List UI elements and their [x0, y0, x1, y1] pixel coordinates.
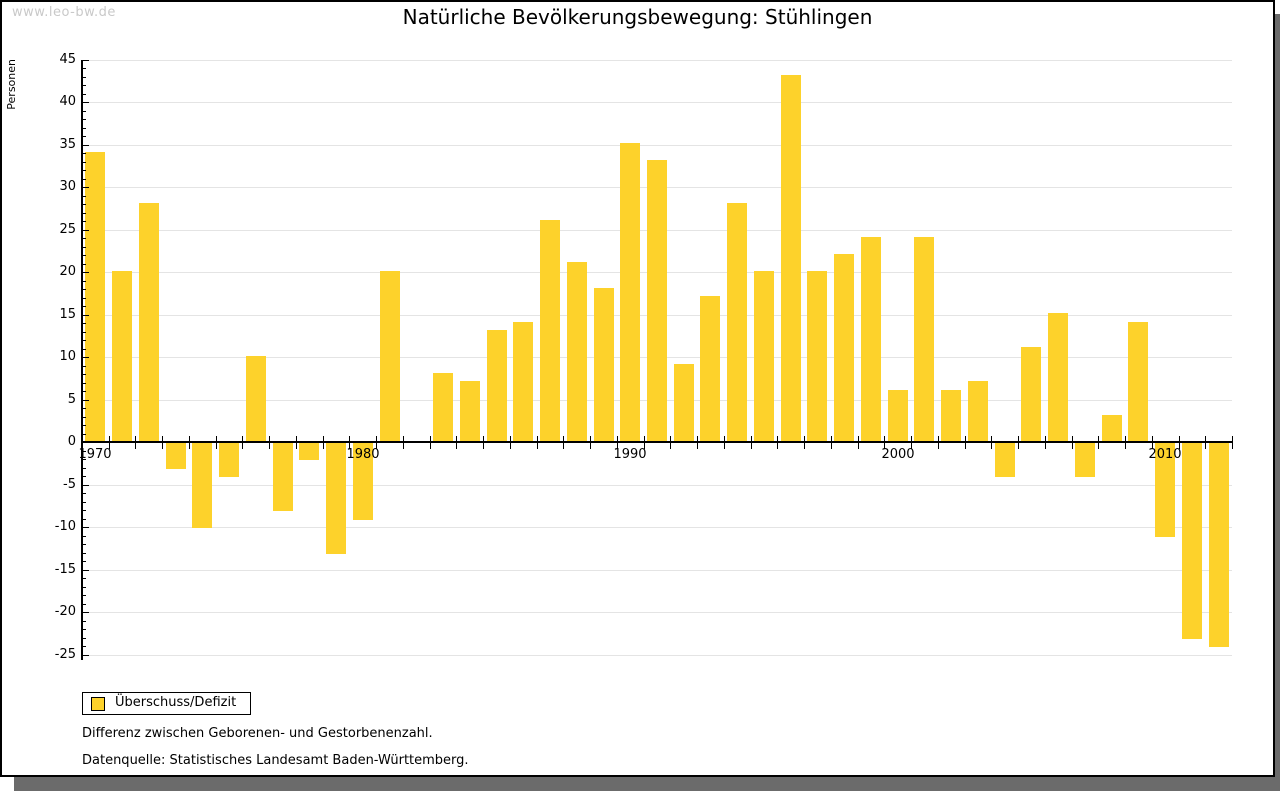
x-tick-42 — [1205, 436, 1206, 449]
x-tick-5 — [216, 436, 217, 449]
bar-2005 — [1021, 347, 1041, 441]
gridline--25 — [82, 655, 1232, 656]
x-tick-label-1980: 1980 — [346, 447, 380, 462]
bar-1973 — [166, 443, 186, 469]
y-tick-38 — [82, 119, 86, 120]
y-tick-21 — [82, 264, 86, 265]
y-tick--20 — [82, 612, 89, 613]
x-tick-37 — [1072, 436, 1073, 449]
y-tick-label-30: 30 — [59, 179, 76, 194]
y-tick-7 — [82, 383, 86, 384]
y-tick-label-15: 15 — [59, 307, 76, 322]
bar-2006 — [1048, 313, 1068, 441]
y-tick-44 — [82, 68, 86, 69]
bar-1970 — [85, 152, 105, 441]
x-tick-19 — [590, 436, 591, 449]
x-tick-15 — [483, 436, 484, 449]
y-tick-31 — [82, 179, 86, 180]
legend — [82, 692, 251, 715]
y-tick-11 — [82, 349, 86, 350]
x-tick-25 — [751, 436, 752, 449]
x-tick-23 — [697, 436, 698, 449]
x-tick-label-2010: 2010 — [1148, 447, 1182, 462]
y-tick-34 — [82, 153, 86, 154]
y-tick-23 — [82, 247, 86, 248]
x-tick-28 — [831, 436, 832, 449]
y-tick-4 — [82, 408, 86, 409]
y-tick--21 — [82, 621, 86, 622]
x-tick-22 — [670, 436, 671, 449]
y-tick-35 — [82, 145, 89, 146]
bar-1997 — [807, 271, 827, 441]
y-tick-label-40: 40 — [59, 94, 76, 109]
bar-1975 — [219, 443, 239, 477]
bar-1989 — [594, 288, 614, 441]
y-tick--12 — [82, 544, 86, 545]
y-tick-label-5: 5 — [67, 392, 76, 407]
x-tick-38 — [1098, 436, 1099, 449]
y-tick-12 — [82, 340, 86, 341]
y-tick-label--25: -25 — [54, 647, 76, 662]
y-tick-5 — [82, 400, 89, 401]
x-tick-24 — [724, 436, 725, 449]
bar-1993 — [700, 296, 720, 441]
y-tick-9 — [82, 366, 86, 367]
x-tick-7 — [269, 436, 270, 449]
y-tick-16 — [82, 306, 86, 307]
x-tick-9 — [323, 436, 324, 449]
y-tick--13 — [82, 553, 86, 554]
y-tick-1 — [82, 434, 86, 435]
y-tick--22 — [82, 629, 86, 630]
y-tick-15 — [82, 315, 89, 316]
bar-1986 — [513, 322, 533, 441]
chart-title: Natürliche Bevölkerungsbewegung: Stühlingen — [402, 5, 873, 29]
x-tick-4 — [189, 436, 190, 449]
y-tick--25 — [82, 655, 89, 656]
y-tick-39 — [82, 111, 86, 112]
y-tick-label-20: 20 — [59, 264, 76, 279]
x-tick-18 — [563, 436, 564, 449]
y-tick-14 — [82, 323, 86, 324]
gridline-35 — [82, 145, 1232, 146]
y-tick--5 — [82, 485, 89, 486]
y-tick-19 — [82, 281, 86, 282]
y-tick--23 — [82, 638, 86, 639]
x-tick-label-2000: 2000 — [881, 447, 915, 462]
y-tick--6 — [82, 493, 86, 494]
y-tick-13 — [82, 332, 86, 333]
bar-1984 — [460, 381, 480, 441]
y-tick-30 — [82, 187, 89, 188]
y-tick-label-35: 35 — [59, 137, 76, 152]
y-tick-32 — [82, 170, 86, 171]
bar-1988 — [567, 262, 587, 441]
y-tick--8 — [82, 510, 86, 511]
x-tick-6 — [242, 436, 243, 449]
x-tick-27 — [804, 436, 805, 449]
bar-1999 — [861, 237, 881, 441]
x-axis-zero-line — [82, 441, 1232, 443]
y-tick-43 — [82, 77, 86, 78]
bar-1995 — [754, 271, 774, 441]
bar-1996 — [781, 75, 801, 441]
y-axis-title: Personen — [5, 59, 18, 110]
x-tick-33 — [965, 436, 966, 449]
y-tick-40 — [82, 102, 89, 103]
y-tick-28 — [82, 204, 86, 205]
bar-2011 — [1182, 443, 1202, 639]
bar-1991 — [647, 160, 667, 441]
chart-description: Differenz zwischen Geborenen- und Gestorbenenzahl. — [82, 726, 433, 741]
legend-swatch-icon — [91, 697, 105, 711]
x-tick-26 — [777, 436, 778, 449]
x-tick-3 — [162, 436, 163, 449]
gridline--5 — [82, 485, 1232, 486]
bar-1994 — [727, 203, 747, 441]
gridline--15 — [82, 570, 1232, 571]
site-watermark: www.leo-bw.de — [12, 5, 116, 20]
y-tick-45 — [82, 60, 89, 61]
y-tick-18 — [82, 289, 86, 290]
bar-1976 — [246, 356, 266, 441]
x-tick-34 — [991, 436, 992, 449]
y-tick-20 — [82, 272, 89, 273]
y-tick-17 — [82, 298, 86, 299]
y-tick-33 — [82, 162, 86, 163]
x-tick-32 — [938, 436, 939, 449]
y-tick-8 — [82, 374, 86, 375]
y-tick-6 — [82, 391, 86, 392]
y-tick--17 — [82, 587, 86, 588]
bar-2003 — [968, 381, 988, 441]
y-tick-label--15: -15 — [54, 562, 76, 577]
y-tick-42 — [82, 85, 86, 86]
bar-1978 — [299, 443, 319, 460]
bar-2001 — [914, 237, 934, 441]
y-tick-label--20: -20 — [54, 604, 76, 619]
x-tick-43 — [1232, 436, 1233, 449]
x-tick-label-1990: 1990 — [613, 447, 647, 462]
bar-chart-plot — [2, 2, 1273, 775]
bar-1992 — [674, 364, 694, 441]
legend-label: Überschuss/Defizit — [115, 695, 237, 710]
x-tick-label-1970: 1970 — [78, 447, 112, 462]
x-tick-35 — [1018, 436, 1019, 449]
y-tick-0 — [82, 442, 89, 443]
bar-1974 — [192, 443, 212, 528]
bar-1998 — [834, 254, 854, 441]
gridline--20 — [82, 612, 1232, 613]
bar-1971 — [112, 271, 132, 441]
y-tick-29 — [82, 196, 86, 197]
gridline-45 — [82, 60, 1232, 61]
x-tick-8 — [296, 436, 297, 449]
bar-1972 — [139, 203, 159, 441]
y-tick-label--10: -10 — [54, 519, 76, 534]
bar-1977 — [273, 443, 293, 511]
y-tick--18 — [82, 595, 86, 596]
bar-1987 — [540, 220, 560, 441]
y-tick-label-10: 10 — [59, 349, 76, 364]
y-tick-27 — [82, 213, 86, 214]
x-tick-16 — [510, 436, 511, 449]
x-tick-17 — [537, 436, 538, 449]
y-tick--9 — [82, 519, 86, 520]
y-tick--14 — [82, 561, 86, 562]
x-tick-14 — [456, 436, 457, 449]
y-tick-25 — [82, 230, 89, 231]
bar-2012 — [1209, 443, 1229, 647]
y-tick-label-25: 25 — [59, 222, 76, 237]
y-tick-label--5: -5 — [63, 477, 76, 492]
bar-2008 — [1102, 415, 1122, 441]
y-tick--4 — [82, 476, 86, 477]
bar-2002 — [941, 390, 961, 441]
y-tick--10 — [82, 527, 89, 528]
y-tick-2 — [82, 425, 86, 426]
x-tick-36 — [1045, 436, 1046, 449]
y-tick-label-45: 45 — [59, 52, 76, 67]
bar-2000 — [888, 390, 908, 441]
x-tick-39 — [1125, 436, 1126, 449]
y-tick-41 — [82, 94, 86, 95]
y-tick--15 — [82, 570, 89, 571]
bar-1990 — [620, 143, 640, 441]
y-tick-10 — [82, 357, 89, 358]
y-tick-label-0: 0 — [67, 434, 76, 449]
bar-2004 — [995, 443, 1015, 477]
y-tick--11 — [82, 536, 86, 537]
y-tick--16 — [82, 578, 86, 579]
y-tick--19 — [82, 604, 86, 605]
y-tick-37 — [82, 128, 86, 129]
x-tick-12 — [403, 436, 404, 449]
gridline--10 — [82, 527, 1232, 528]
bar-1981 — [380, 271, 400, 441]
bar-2007 — [1075, 443, 1095, 477]
y-tick-22 — [82, 255, 86, 256]
x-tick-29 — [858, 436, 859, 449]
bar-1985 — [487, 330, 507, 441]
y-tick--3 — [82, 468, 86, 469]
y-tick--7 — [82, 502, 86, 503]
bar-2009 — [1128, 322, 1148, 441]
bar-1983 — [433, 373, 453, 441]
y-tick-36 — [82, 136, 86, 137]
gridline-40 — [82, 102, 1232, 103]
y-tick-26 — [82, 221, 86, 222]
x-tick-13 — [430, 436, 431, 449]
y-tick-24 — [82, 238, 86, 239]
y-tick-3 — [82, 417, 86, 418]
y-tick--24 — [82, 646, 86, 647]
x-tick-2 — [135, 436, 136, 449]
data-source: Datenquelle: Statistisches Landesamt Baden-Württemberg. — [82, 753, 469, 768]
